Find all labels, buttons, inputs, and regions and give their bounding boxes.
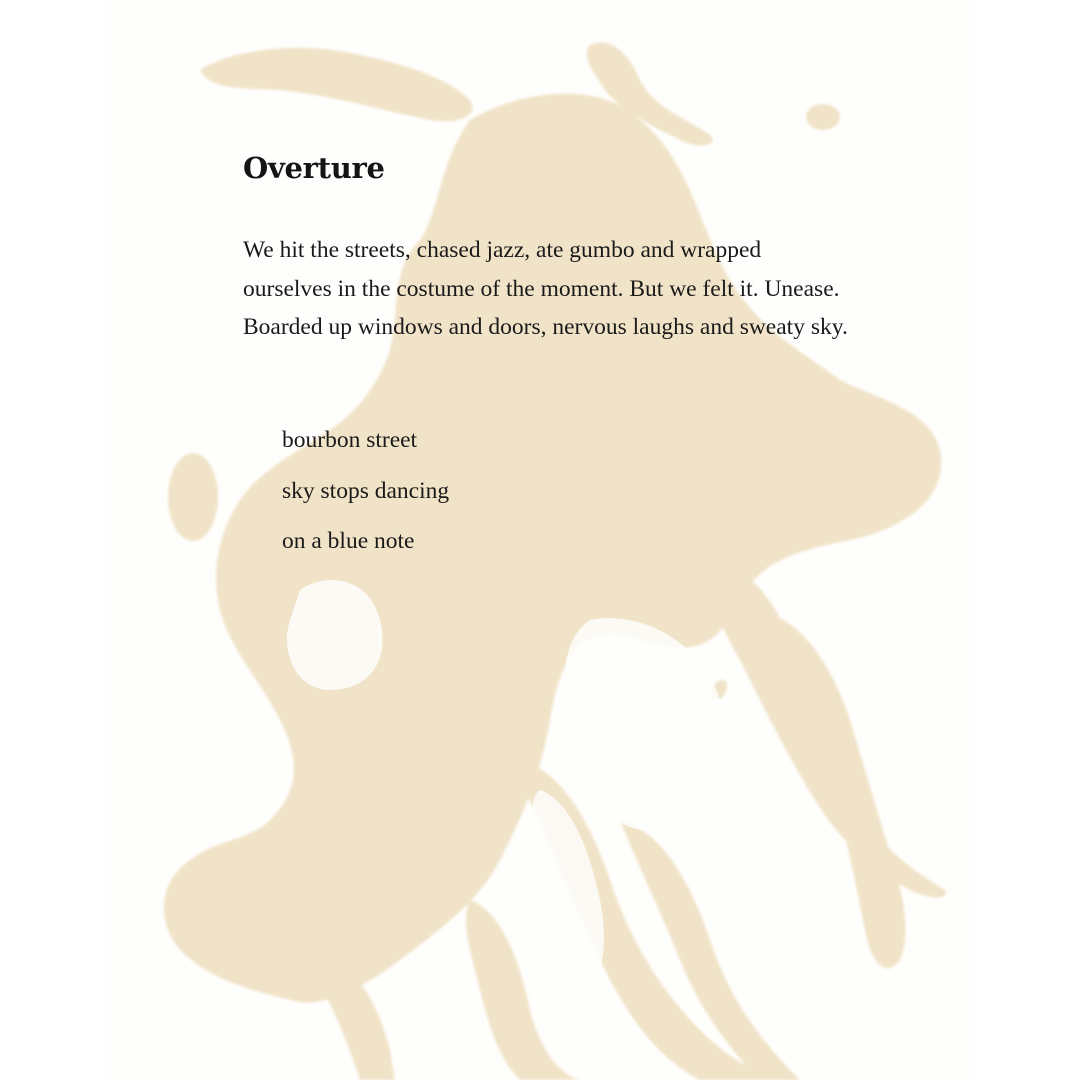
prose-line: We hit the streets, chased jazz, ate gumbo and wrapped [243,237,762,263]
haiku-line: on a blue note [282,528,415,554]
haiku-line: sky stops dancing [282,477,450,504]
haiku [282,415,449,567]
prose-line: ourselves in the costume of the moment. But we felt it. Unease. [243,275,840,302]
haiku-line: bourbon street [282,427,418,453]
poem-title: Overture [243,151,385,185]
prose-line: Boarded up windows and doors, nervous laughs and sweaty sky. [243,314,848,340]
prose-paragraph [243,231,883,347]
